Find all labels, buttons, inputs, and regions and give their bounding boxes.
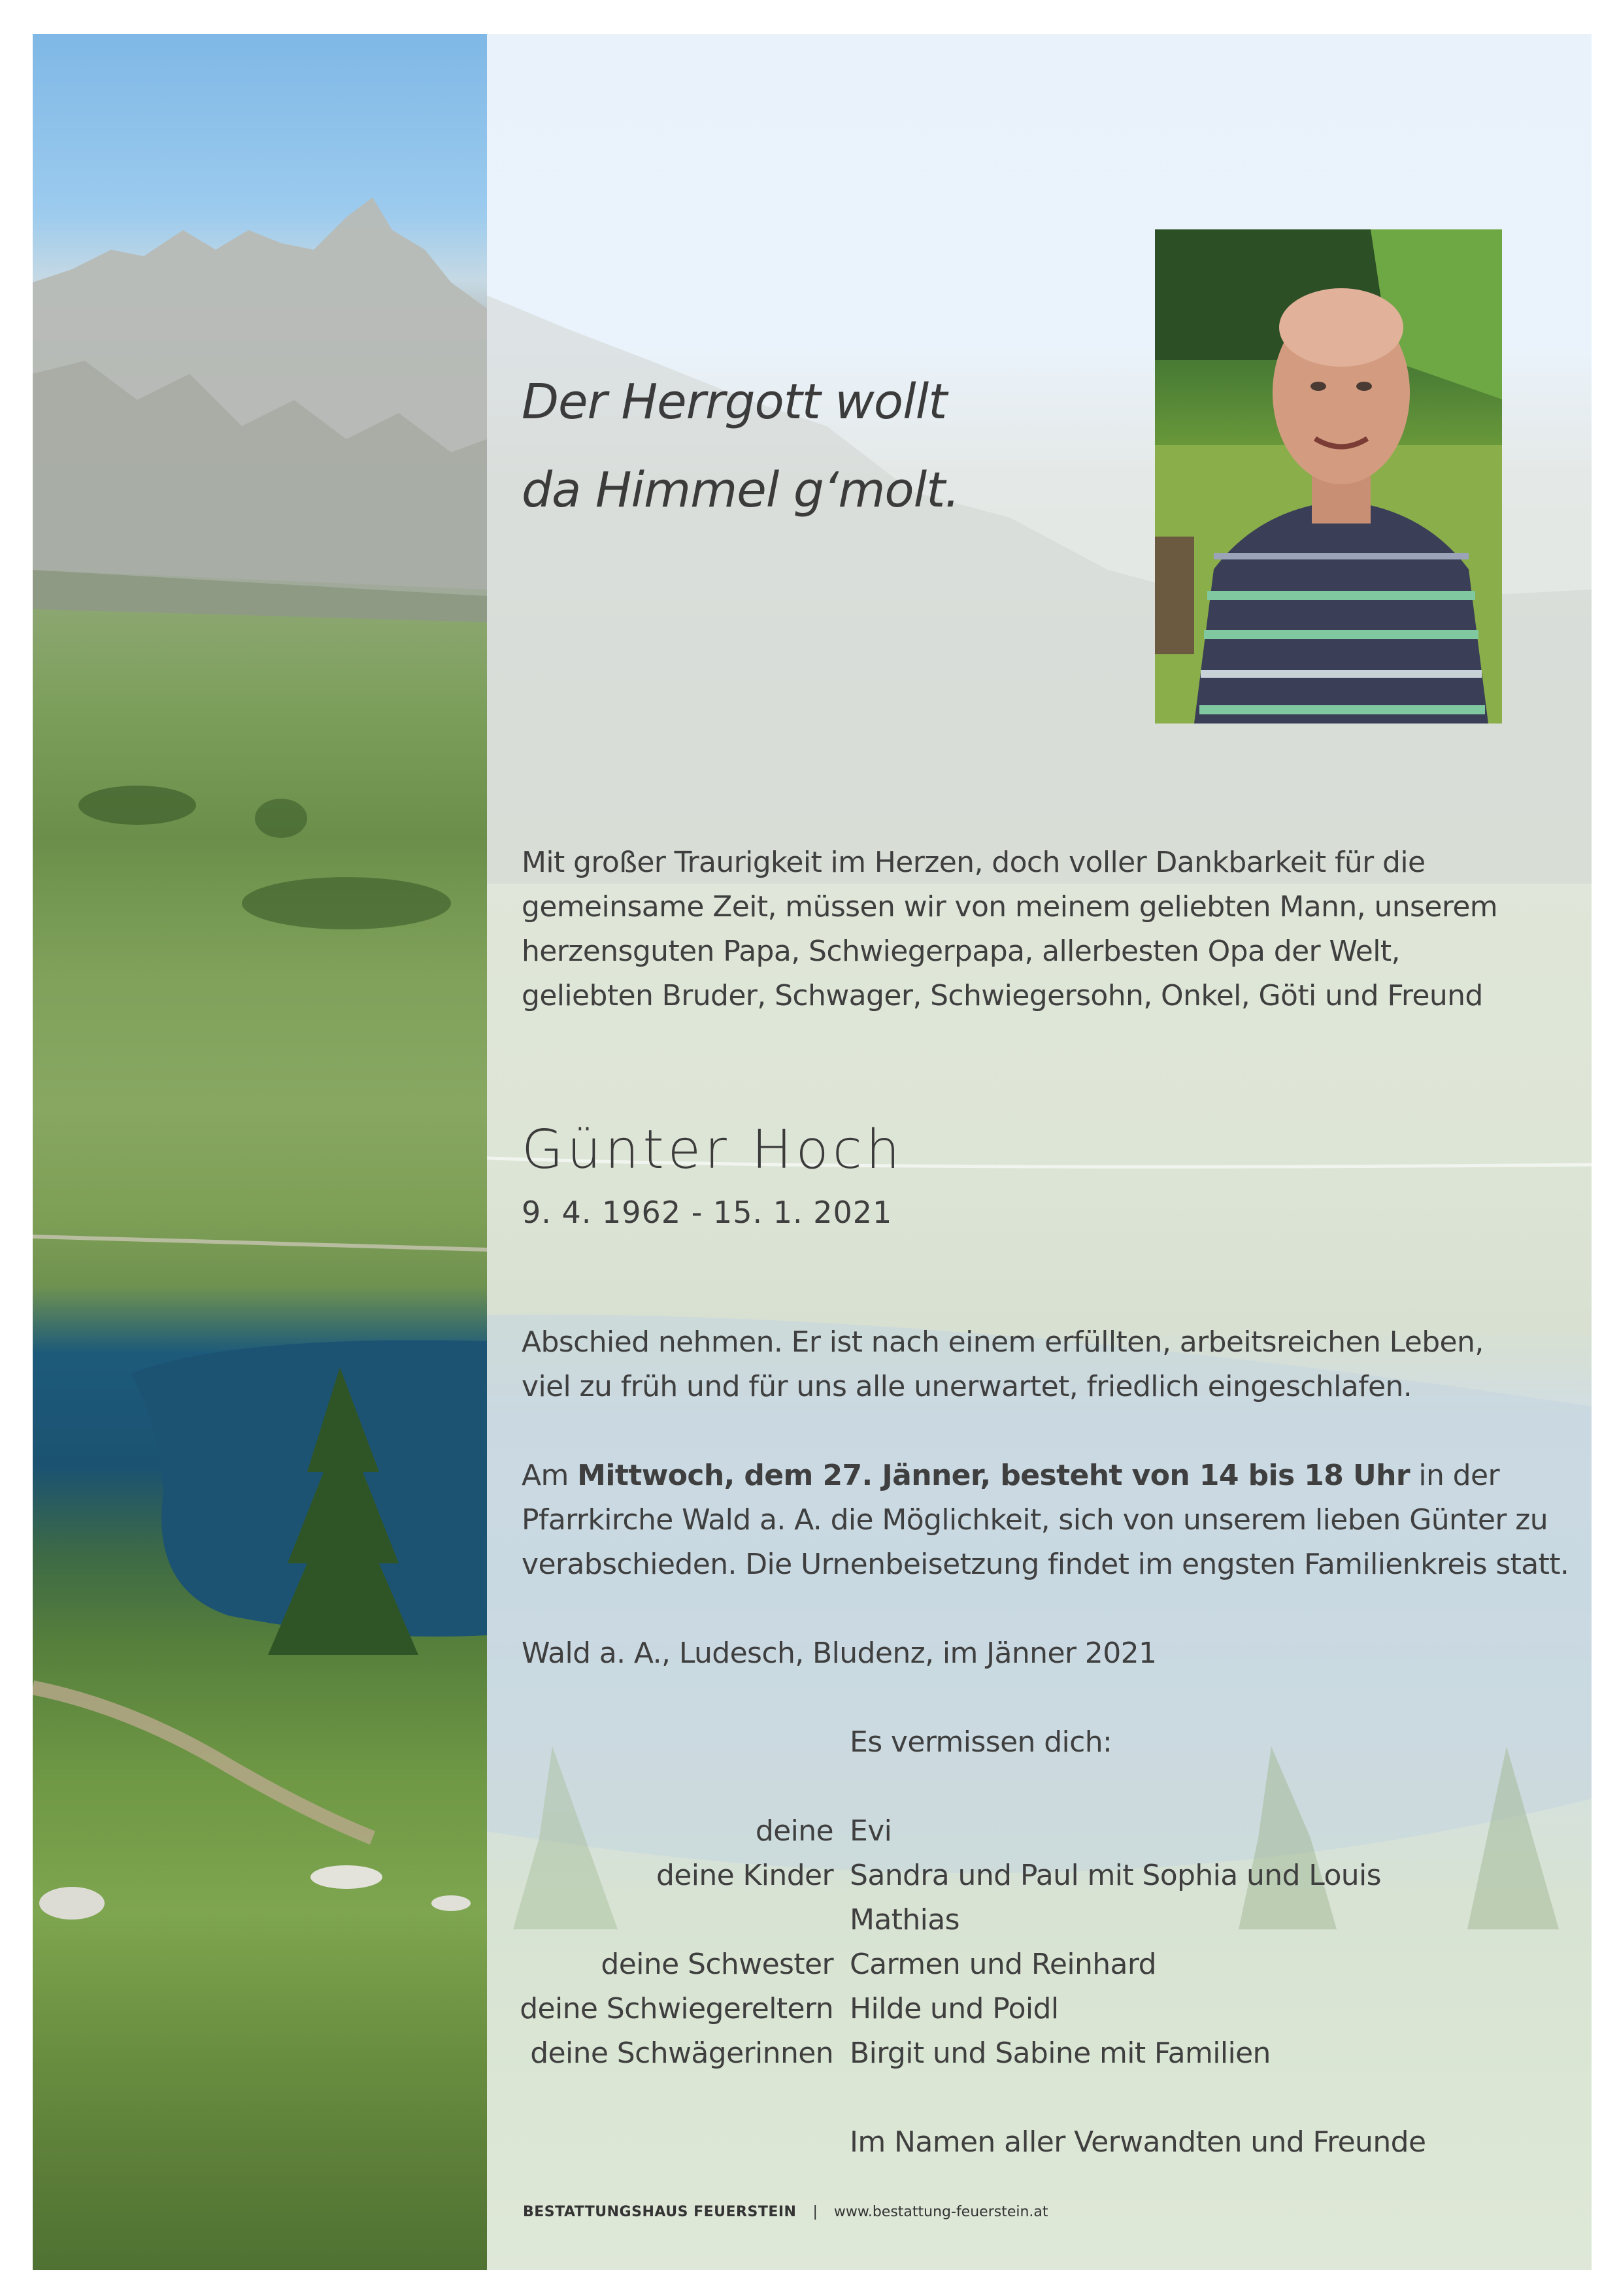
life-dates: 9. 4. 1962 - 15. 1. 2021 — [522, 1195, 893, 1230]
mourner-names: Sandra und Paul mit Sophia und Louis — [850, 1859, 1382, 1892]
mourner-relation: deine Schwiegereltern — [520, 1992, 833, 2025]
mourner-relation: deine Schwägerinnen — [530, 2037, 833, 2070]
mourner-relation: deine — [755, 1814, 833, 1848]
footer — [523, 2204, 1048, 2220]
obituary-card — [33, 34, 1592, 2270]
intro-line: gemeinsame Zeit, müssen wir von meinem geliebten Mann, unserem — [522, 890, 1498, 923]
intro-line: Mit großer Traurigkeit im Herzen, doch voller Dankbarkeit für die — [522, 846, 1426, 879]
quote-line-2: da Himmel g‘molt. — [522, 462, 960, 518]
farewell-line: Abschied nehmen. Er ist nach einem erfüllten, arbeitsreichen Leben, — [522, 1325, 1484, 1359]
mourner-names: Mathias — [850, 1903, 960, 1937]
intro-line: geliebten Bruder, Schwager, Schwiegersohn, Onkel, Göti und Freund — [522, 979, 1483, 1012]
closing-line: Im Namen aller Verwandten und Freunde — [850, 2125, 1426, 2159]
service-line-3: verabschieden. Die Urnenbeisetzung findet im engsten Familienkreis statt. — [522, 1548, 1569, 1581]
deceased-name: Günter Hoch — [522, 1119, 904, 1181]
service-line-1: Am Mittwoch, dem 27. Jänner, besteht von 14 bis 18 Uhr in der — [522, 1459, 1499, 1492]
mourner-names: Evi — [850, 1814, 892, 1848]
mourner-names: Birgit und Sabine mit Familien — [850, 2037, 1271, 2070]
quote-line-1: Der Herrgott wollt — [522, 374, 947, 430]
landscape-photo — [33, 34, 487, 2270]
footer-separator: | — [812, 2204, 818, 2220]
farewell-line: viel zu früh und für uns alle unerwartet, friedlich eingeschlafen. — [522, 1370, 1412, 1403]
place-date: Wald a. A., Ludesch, Bludenz, im Jänner 2021 — [522, 1637, 1157, 1670]
mourner-names: Carmen und Reinhard — [850, 1948, 1156, 1981]
mourners-heading: Es vermissen dich: — [850, 1725, 1112, 1759]
service-line-2: Pfarrkirche Wald a. A. die Möglichkeit, sich von unserem lieben Günter zu — [522, 1503, 1548, 1537]
website-link[interactable]: www.bestattung-feuerstein.at — [833, 2204, 1048, 2220]
company-name: BESTATTUNGSHAUS FEUERSTEIN — [523, 2204, 797, 2220]
mourner-names: Hilde und Poidl — [850, 1992, 1059, 2025]
mourner-relation: deine Schwester — [601, 1948, 833, 1981]
intro-line: herzensguten Papa, Schwiegerpapa, allerbesten Opa der Welt, — [522, 935, 1400, 968]
mourner-relation: deine Kinder — [656, 1859, 833, 1892]
service-time: Mittwoch, dem 27. Jänner, besteht von 14 bis 18 Uhr — [577, 1459, 1410, 1492]
portrait-photo — [1155, 229, 1502, 724]
